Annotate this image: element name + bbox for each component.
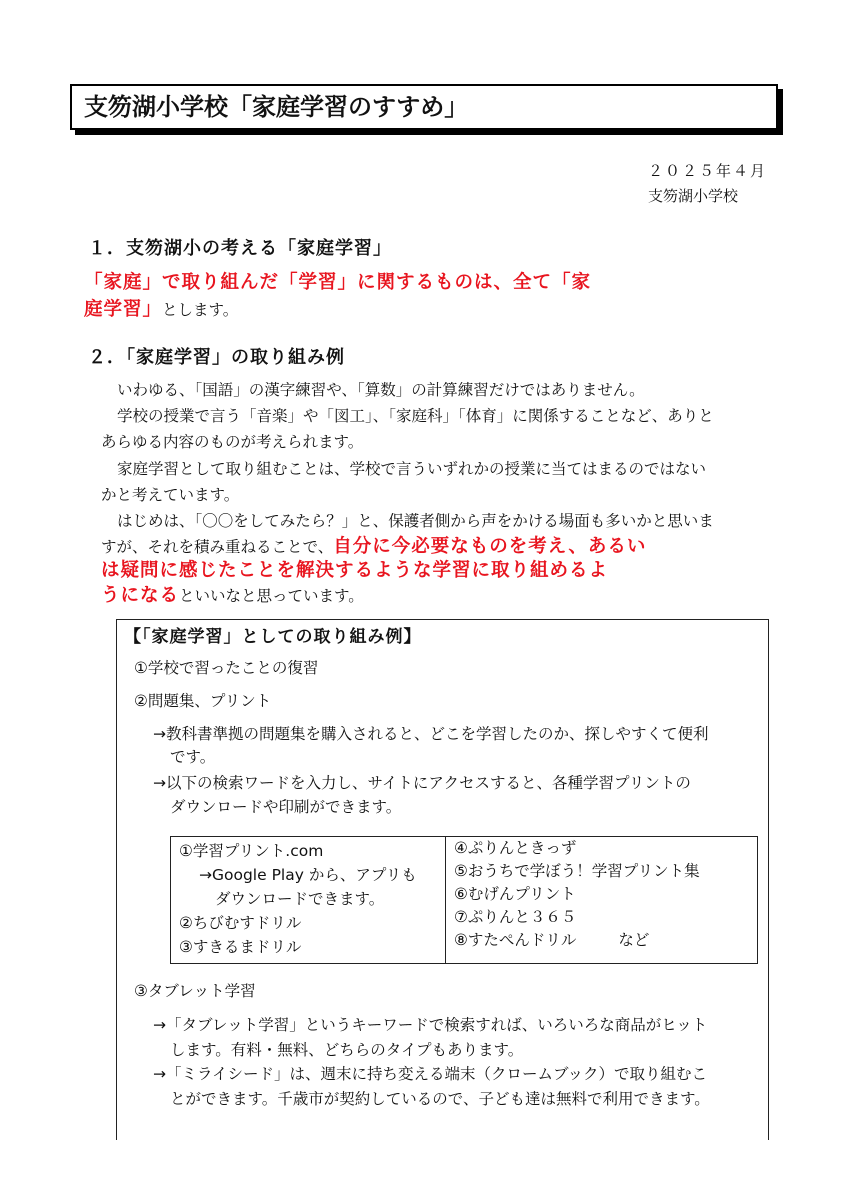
examples-item3-arrow2a: →「ミライシード」は、週末に持ち変える端末（クロームブック）で取り組むこ: [153, 1065, 707, 1083]
examples-item2-arrow1a: →教科書準拠の問題集を購入されると、どこを学習したのか、探しやすくて便利: [153, 725, 709, 743]
examples-item3: ③タブレット学習: [134, 982, 256, 1000]
school-name: 支笏湖小学校: [648, 187, 739, 205]
print-sites-table: [170, 836, 758, 964]
examples-item2: ②問題集、プリント: [134, 692, 272, 710]
section2-p4d-plain: といいなと思っています。: [179, 587, 364, 605]
examples-title: 【「家庭学習」としての取り組み例】: [124, 627, 422, 647]
section2-p1: いわゆる、「国語」の漢字練習や、「算数」の計算練習だけではありません。: [117, 381, 645, 399]
examples-item2-arrow1b: です。: [170, 748, 216, 766]
section2-p3a: 家庭学習として取り組むことは、学校で言ういずれかの授業に当てはまるのではない: [117, 460, 707, 478]
section2-p4d: [101, 581, 364, 609]
print-sites-left-col: [171, 837, 446, 964]
date: ２０２５年４月: [648, 162, 768, 180]
site-item: ③すきるまドリル: [179, 938, 302, 956]
section2-p4d-red: うになる: [101, 585, 180, 606]
section1-line2: [84, 295, 238, 323]
section2-p4c-red: は疑問に感じたことを解決するような学習に取り組めるよ: [101, 560, 609, 581]
site-item: ⑥むげんプリント: [454, 885, 576, 903]
site-item: ②ちびむすドリル: [179, 914, 302, 932]
title-box: [70, 84, 778, 130]
site-note: ダウンロードできます。: [215, 890, 385, 908]
examples-item2-arrow2b: ダウンロードや印刷ができます。: [170, 798, 402, 816]
section1-line2-rest: とします。: [162, 301, 239, 319]
site-item: ①学習プリント.com: [179, 842, 324, 860]
site-item: ④ぷりんときっず: [454, 839, 577, 857]
examples-item2-arrow2a: →以下の検索ワードを入力し、サイトにアクセスすると、各種学習プリントの: [153, 774, 691, 792]
section2-p2b: あらゆる内容のものが考えられます。: [101, 433, 364, 451]
print-sites-right-col: [446, 837, 758, 964]
site-item: ⑧すたぺんドリル: [454, 931, 577, 949]
page-title: 支笏湖小学校「家庭学習のすすめ」: [84, 93, 469, 121]
section2-p4b-plain: すが、それを積み重ねることで、: [101, 538, 334, 556]
site-item: ⑦ぷりんと３６５: [454, 908, 577, 926]
section2-p2a: 学校の授業で言う「音楽」や「図工」、「家庭科」「体育」に関係することなど、ありと: [117, 407, 714, 425]
site-item: ⑤おうちで学ぼう！学習プリント集: [454, 862, 700, 880]
examples-item3-arrow1b: します。有料・無料、どちらのタイプもあります。: [170, 1041, 524, 1059]
section1-heading: １．支笏湖小の考える「家庭学習」: [88, 238, 392, 259]
section1-red-line1: 「家庭」で取り組んだ「学習」に関するものは、全て「家: [84, 272, 592, 293]
section2-p4b-red: 自分に今必要なものを考え、あるい: [333, 536, 647, 557]
section2-heading: ２．「家庭学習」の取り組み例: [88, 347, 345, 368]
site-item-last: [454, 929, 757, 952]
site-note: →Google Play から、アプリも: [199, 866, 417, 884]
examples-item3-arrow1a: →「タブレット学習」というキーワードで検索すれば、いろいろな商品がヒット: [153, 1016, 708, 1034]
section2-p4a: はじめは、「〇〇をしてみたら？」と、保護者側から声をかける場面も多いかと思いま: [117, 512, 714, 530]
section2-p3b: かと考えています。: [101, 486, 240, 504]
site-etc: など: [618, 931, 650, 949]
examples-item1: ①学校で習ったことの復習: [134, 659, 319, 677]
examples-item3-arrow2b: とができます。千歳市が契約しているので、子ども達は無料で利用できます。: [170, 1090, 710, 1108]
section1-red-line2: 庭学習」: [84, 299, 163, 320]
